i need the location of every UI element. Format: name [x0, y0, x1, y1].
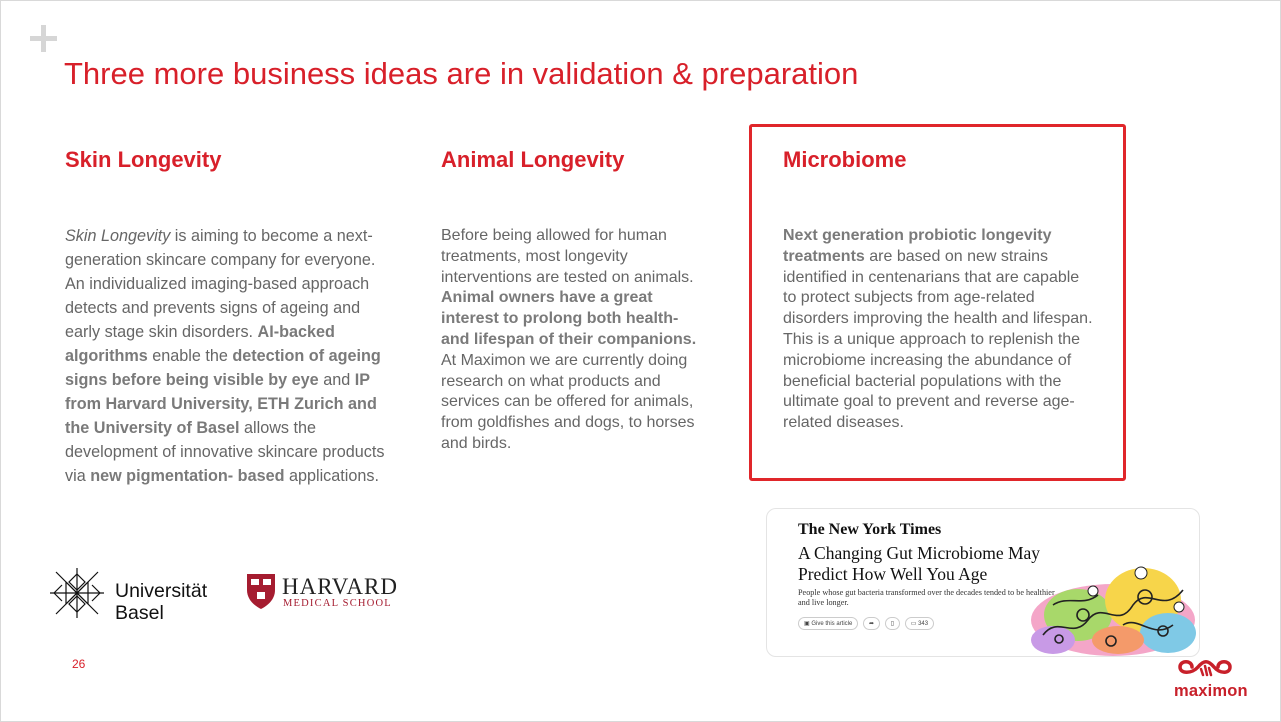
page-number: 26	[72, 657, 86, 671]
gift-icon: ▣	[804, 621, 810, 627]
gift-article-button	[798, 617, 858, 630]
text-run: At Maximon we are currently doing research on what products and services can be offered for animals, from goldfishes and dogs, to horses and birds.	[441, 351, 695, 452]
comment-icon: ▭	[910, 621, 917, 627]
harvard-medical-school-label: MEDICAL SCHOOL	[283, 598, 392, 609]
nyt-action-bar	[798, 617, 937, 630]
column-title-microbiome: Microbiome	[783, 147, 907, 172]
nyt-masthead: The New York Times	[798, 521, 942, 538]
harvard-shield-icon	[245, 572, 277, 610]
maximon-wordmark: maximon	[1174, 682, 1248, 700]
slide-title: Three more business ideas are in validation & preparation	[64, 56, 859, 91]
nyt-article-card	[766, 508, 1200, 657]
text-run: Skin Longevity	[65, 227, 171, 245]
text-run: new pigmentation- based	[90, 467, 285, 485]
text-run: Before being allowed for human treatments, most longevity interventions are tested on animals.	[441, 227, 694, 286]
text-run: allows the development of innovative skincare products via	[65, 419, 385, 485]
microbiome-illustration-icon	[1023, 545, 1199, 657]
text-run: is aiming to become a next-generation skincare company for everyone. An individualized imaging-based approach detects and prevents signs of ageing and early stage skin disorders.	[65, 227, 376, 341]
comments-count: 343	[918, 621, 929, 627]
share-icon: ➦	[863, 617, 880, 630]
comments-button	[905, 617, 934, 630]
column-title-skin-longevity: Skin Longevity	[65, 147, 222, 172]
text-run: are based on new strains identified in centenarians that are capable to protect subjects from age-related disorders improving the health and lifespan. This is a unique approach to replenish the microbiome increasing the abundance of beneficial bacterial populations with the ultimate goal to prevent and reverse age-related diseases.	[783, 247, 1093, 432]
text-run: and	[318, 371, 355, 389]
bookmark-icon: ▯	[885, 617, 900, 630]
text-run: Next generation probiotic longevity treatments	[783, 227, 1052, 265]
basel-line-2: Basel	[115, 602, 164, 624]
text-run: Animal owners have a great interest to prolong both health- and lifespan of their companions.	[441, 289, 697, 348]
university-basel-wordmark	[115, 580, 207, 624]
gift-article-label: Give this article	[811, 621, 853, 627]
nyt-headline: A Changing Gut Microbiome May Predict How Well You Age	[798, 543, 1041, 584]
text-run: applications.	[284, 467, 379, 485]
harvard-wordmark: HARVARD	[282, 574, 398, 599]
plus-icon	[29, 24, 59, 54]
maximon-logo-icon	[1174, 655, 1238, 683]
text-run: IP from Harvard University, ETH Zurich and the University of Basel	[65, 371, 377, 437]
nyt-summary: People whose gut bacteria transformed over the decades tended to be healthier and live longer.	[798, 588, 1055, 607]
text-run: detection of ageing signs before being visible by eye	[65, 347, 381, 389]
column-title-animal-longevity: Animal Longevity	[441, 147, 625, 172]
microbiome-highlight-box	[749, 124, 1126, 481]
animal-longevity-description	[441, 226, 703, 455]
text-run: enable the	[147, 347, 233, 365]
basel-line-1: Universität	[115, 580, 208, 602]
text-run: AI-backed algorithms	[65, 323, 335, 365]
skin-longevity-description	[65, 224, 395, 488]
university-basel-logo-icon	[48, 566, 106, 620]
